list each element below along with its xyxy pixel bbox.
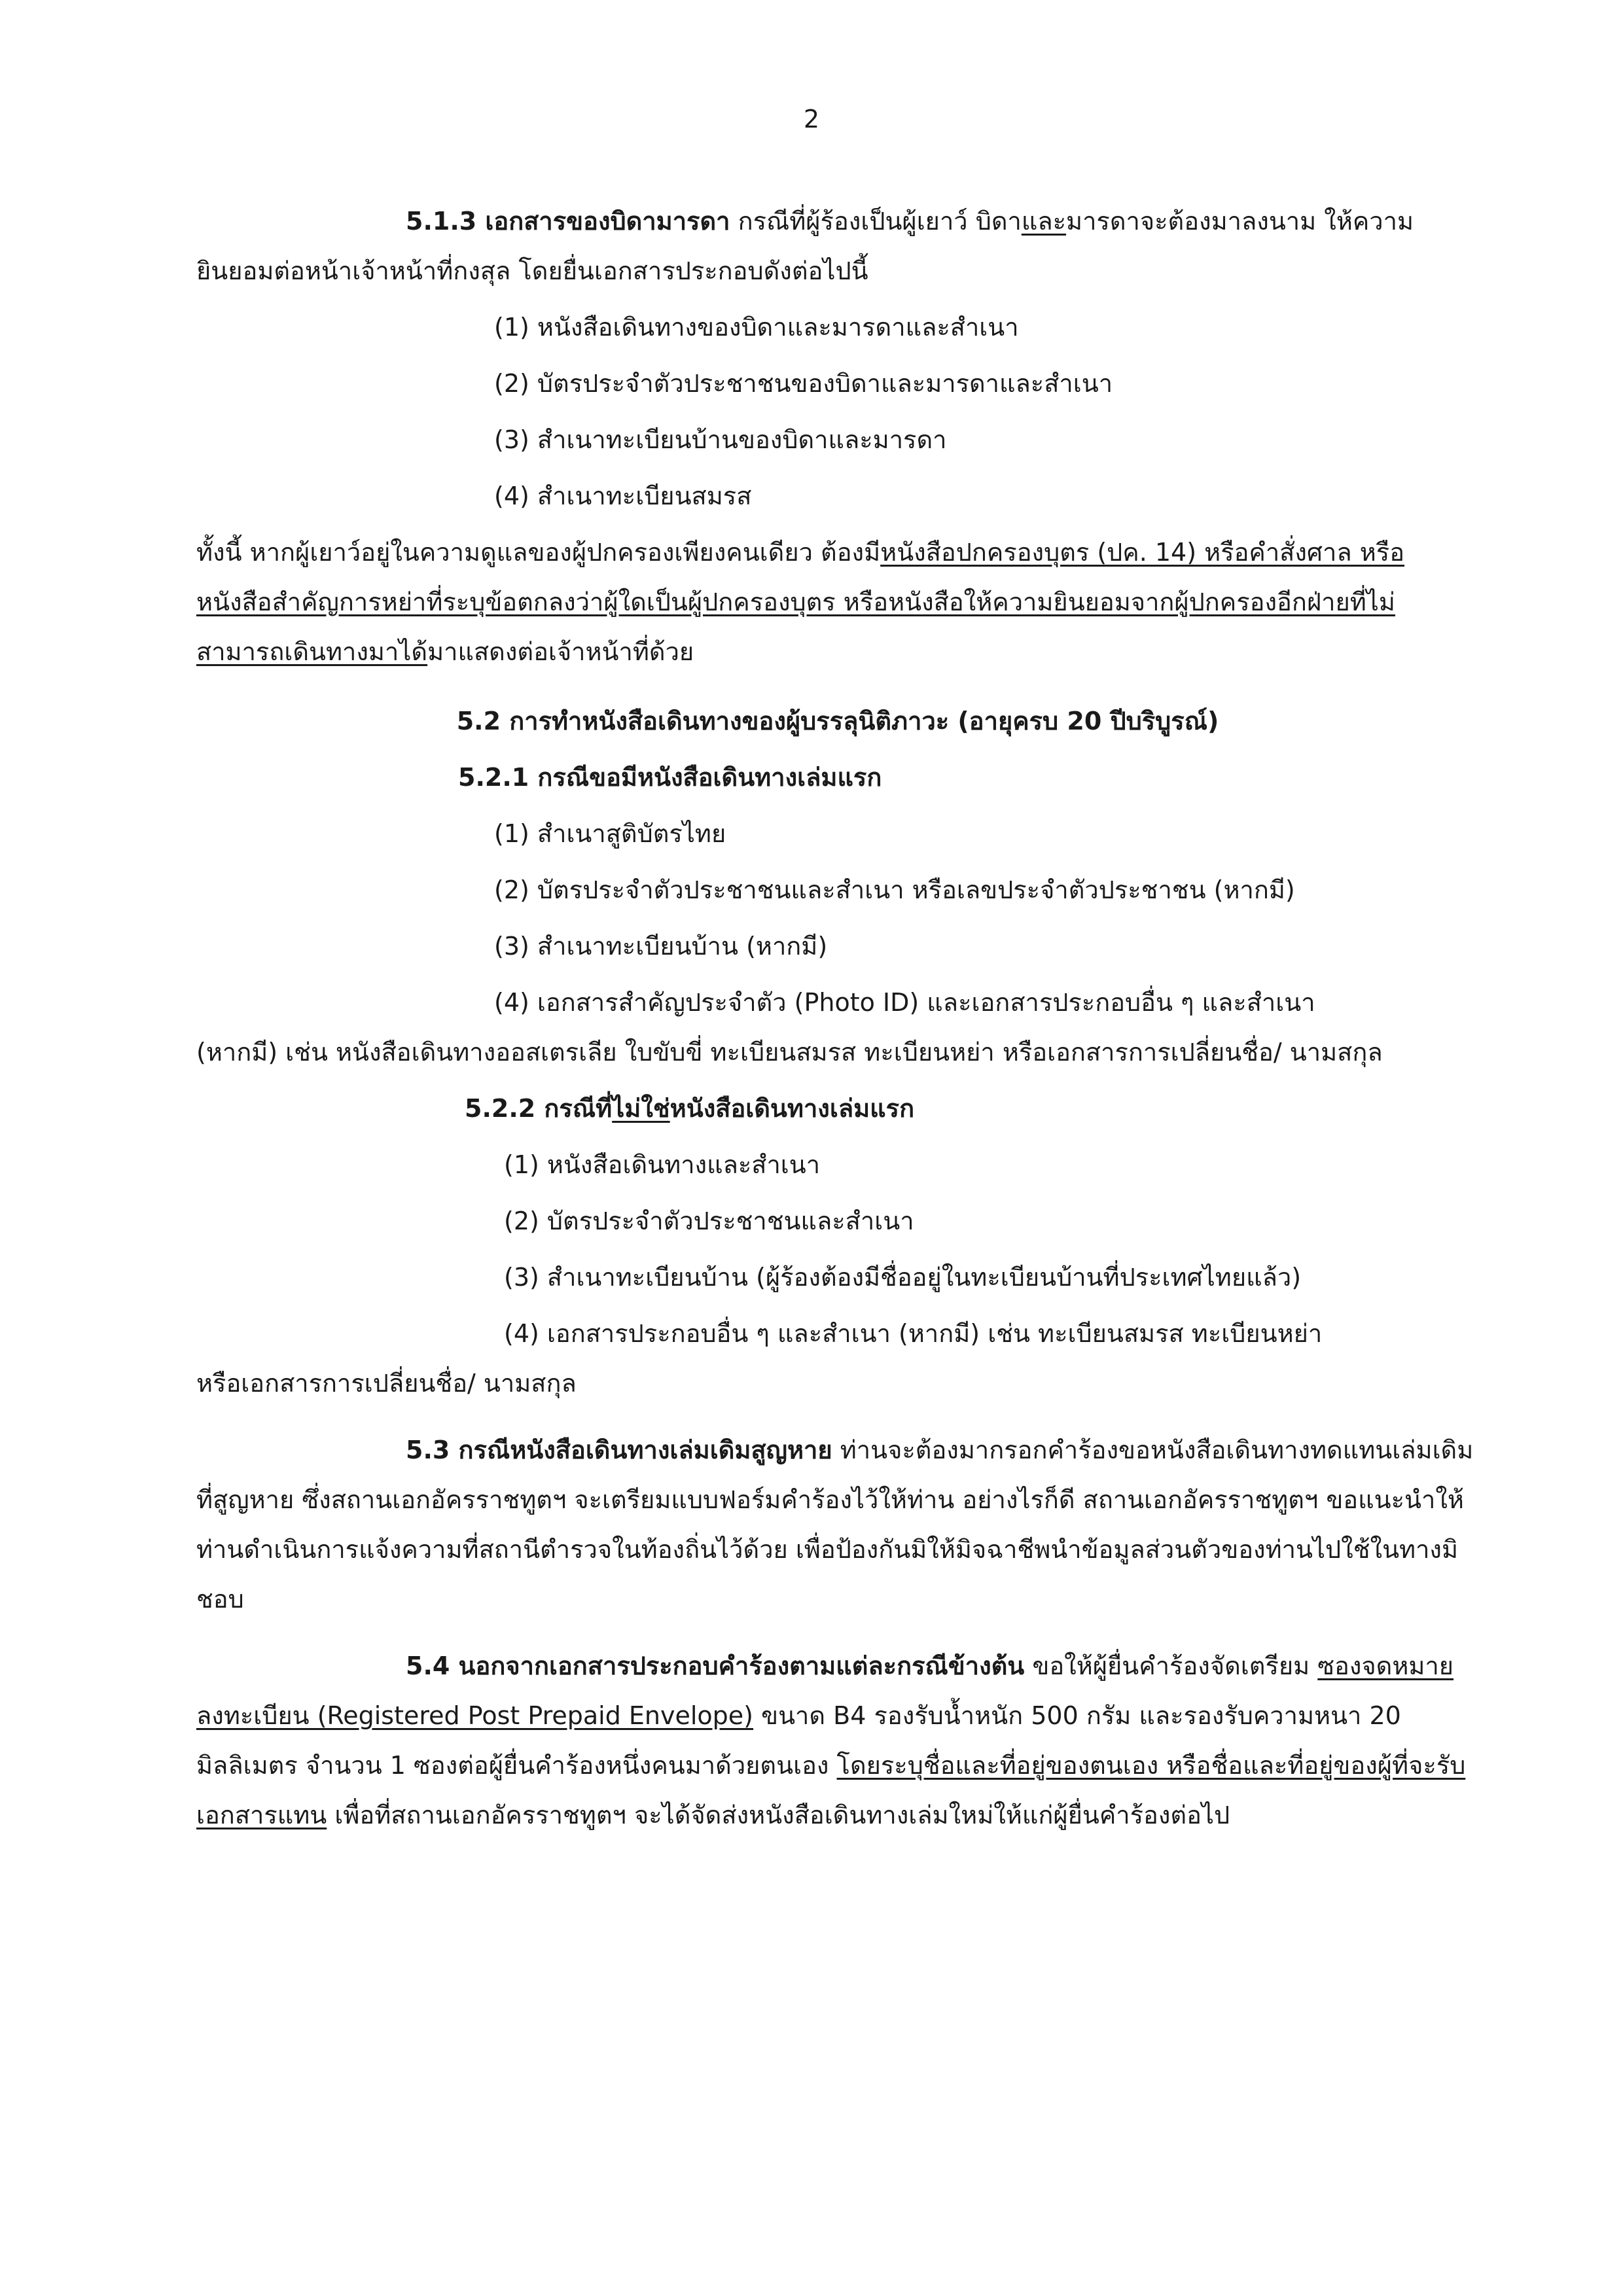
list-item: (3) สำเนาทะเบียนบ้าน (ผู้ร้องต้องมีชื่ออยู่ในทะเบียนบ้านที่ประเทศไทยแล้ว) bbox=[504, 1263, 1302, 1292]
section-5-2-2-heading: 5.2.2 กรณีที่ไม่ใช่หนังสือเดินทางเล่มแรก bbox=[465, 1094, 915, 1123]
section-5-3-heading: 5.3 กรณีหนังสือเดินทางเล่มเดิมสูญหาย bbox=[406, 1436, 832, 1464]
section-5-2-heading: 5.2 การทำหนังสือเดินทางของผู้บรรลุนิติภาวะ (อายุครบ 20 ปีบริบูรณ์) bbox=[456, 707, 1219, 735]
page-number: 2 bbox=[803, 105, 820, 133]
list-item: (2) บัตรประจำตัวประชาชนและสำเนา bbox=[504, 1207, 914, 1235]
section-5-1-3-paragraph: 5.1.3 เอกสารของบิดามารดา กรณีที่ผู้ร้องเป็นผู้เยาว์ บิดาและมารดาจะต้องมาลงนาม ให้ความยินยอมต่อหน้าเจ้าหน้าที่กงสุล โดยยื่นเอกสารประกอบดังต่อไปนี้ bbox=[196, 207, 1414, 285]
section-5-3-paragraph: 5.3 กรณีหนังสือเดินทางเล่มเดิมสูญหาย ท่านจะต้องมากรอกคำร้องขอหนังสือเดินทางทดแทนเล่มเดิมที่สูญหาย ซึ่งสถานเอกอัครราชทูตฯ จะเตรียมแบบฟอร์มคำร้องไว้ให้ท่าน อย่างไรก็ดี สถานเอกอัครราชทูตฯ ขอแนะนำให้ท่านดำเนินการแจ้งความที่สถานีตำรวจในท้องถิ่นไว้ด้วย เพื่อป้องกันมิให้มิจฉาชีพนำข้อมูลส่วนตัวของท่านไปใช้ในทางมิชอบ bbox=[196, 1436, 1474, 1614]
section-5-1-3-heading: 5.1.3 เอกสารของบิดามารดา bbox=[406, 207, 730, 236]
guardian-note: ทั้งนี้ หากผู้เยาว์อยู่ในความดูแลของผู้ปกครองเพียงคนเดียว ต้องมีหนังสือปกครองบุตร (ปค. 14) หรือคำสั่งศาล หรือหนังสือสำคัญการหย่าที่ระบุข้อตกลงว่าผู้ใดเป็นผู้ปกครองบุตร หรือหนังสือให้ความยินยอมจากผู้ปกครองอีกฝ่ายที่ไม่สามารถเดินทางมาได้มาแสดงต่อเจ้าหน้าที่ด้วย bbox=[196, 538, 1405, 666]
list-item-continuation: (หากมี) เช่น หนังสือเดินทางออสเตรเลีย ใบขับขี่ ทะเบียนสมรส ทะเบียนหย่า หรือเอกสารการเปลี่ยนชื่อ/ นามสกุล bbox=[196, 1038, 1383, 1067]
list-item: (1) หนังสือเดินทางของบิดาและมารดาและสำเนา bbox=[494, 313, 1019, 342]
list-item-continuation: หรือเอกสารการเปลี่ยนชื่อ/ นามสกุล bbox=[196, 1369, 577, 1398]
document-body bbox=[196, 196, 1479, 1840]
list-item: (4) เอกสารสำคัญประจำตัว (Photo ID) และเอกสารประกอบอื่น ๆ และสำเนา bbox=[494, 988, 1315, 1017]
list-item: (2) บัตรประจำตัวประชาชนของบิดาและมารดาและสำเนา bbox=[494, 369, 1113, 398]
section-5-4-paragraph: 5.4 นอกจากเอกสารประกอบคำร้องตามแต่ละกรณีข้างต้น ขอให้ผู้ยื่นคำร้องจัดเตรียม ซองจดหมายลงทะเบียน (Registered Post Prepaid Envelope) ขนาด B4 รองรับน้ำหนัก 500 กรัม และรองรับความหนา 20 มิลลิเมตร จำนวน 1 ซองต่อผู้ยื่นคำร้องหนึ่งคนมาด้วยตนเอง โดยระบุชื่อและที่อยู่ของตนเอง หรือชื่อและที่อยู่ของผู้ที่จะรับเอกสารแทน เพื่อที่สถานเอกอัครราชทูตฯ จะได้จัดส่งหนังสือเดินทางเล่มใหม่ให้แก่ผู้ยื่นคำร้องต่อไป bbox=[196, 1651, 1466, 1829]
list-item: (4) สำเนาทะเบียนสมรส bbox=[494, 482, 752, 510]
list-item: (1) หนังสือเดินทางและสำเนา bbox=[504, 1150, 821, 1179]
section-5-2-1-heading: 5.2.1 กรณีขอมีหนังสือเดินทางเล่มแรก bbox=[458, 763, 882, 792]
list-item: (3) สำเนาทะเบียนบ้านของบิดาและมารดา bbox=[494, 425, 947, 454]
list-item: (3) สำเนาทะเบียนบ้าน (หากมี) bbox=[494, 932, 828, 961]
list-item: (4) เอกสารประกอบอื่น ๆ และสำเนา (หากมี) เช่น ทะเบียนสมรส ทะเบียนหย่า bbox=[504, 1319, 1323, 1348]
list-item: (1) สำเนาสูติบัตรไทย bbox=[494, 819, 726, 848]
section-5-4-heading: 5.4 นอกจากเอกสารประกอบคำร้องตามแต่ละกรณีข้างต้น bbox=[406, 1651, 1025, 1680]
list-item: (2) บัตรประจำตัวประชาชนและสำเนา หรือเลขประจำตัวประชาชน (หากมี) bbox=[494, 875, 1295, 904]
